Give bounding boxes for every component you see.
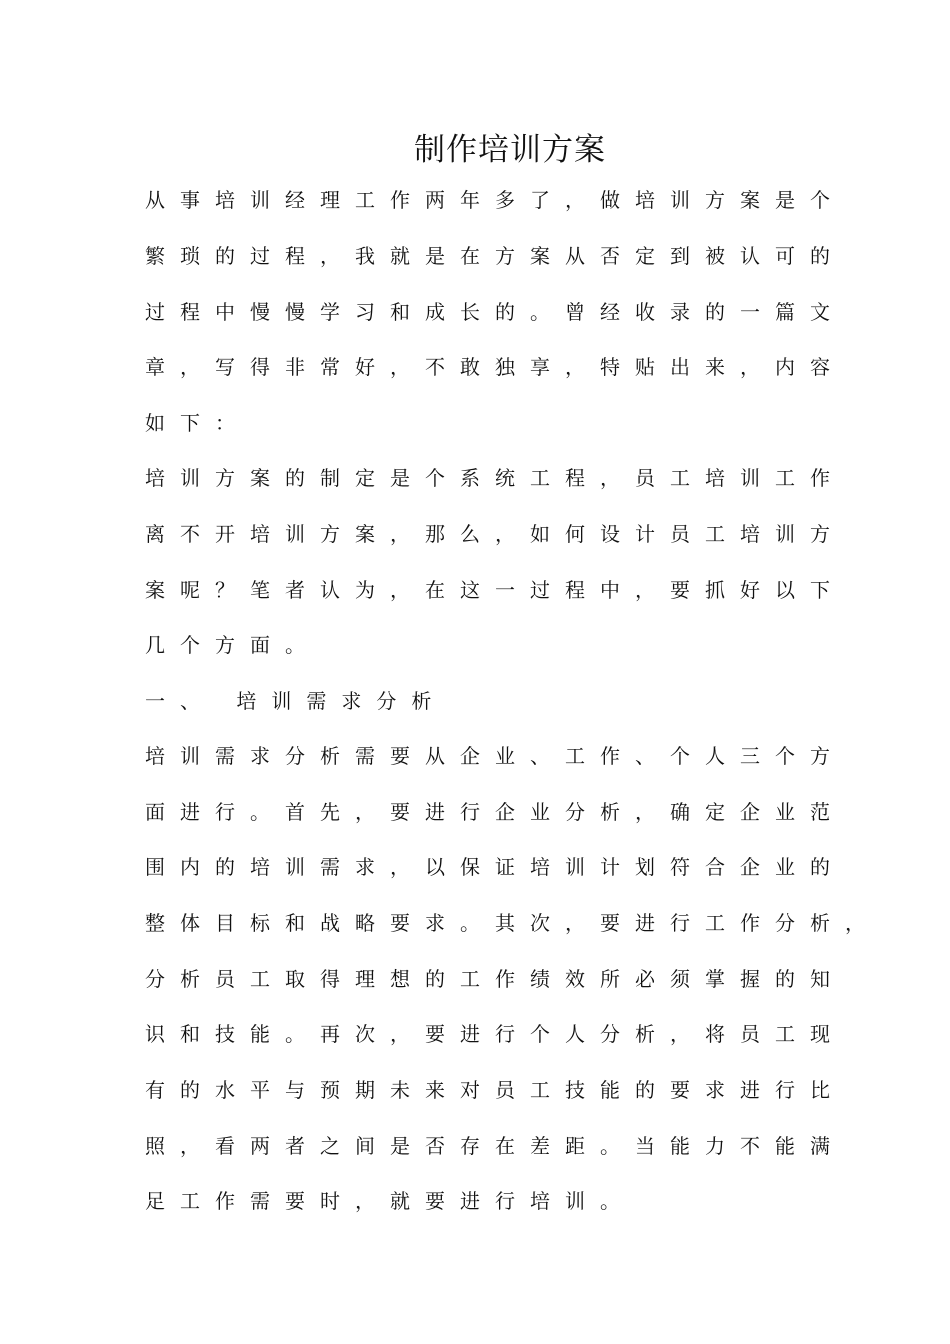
paragraph-line: 繁琐的过程，我就是在方案从否定到被认可的 [145, 244, 845, 268]
paragraph-line: 过程中慢慢学习和成长的。曾经收录的一篇文 [145, 300, 845, 324]
paragraph-line: 照，看两者之间是否存在差距。当能力不能满 [145, 1134, 845, 1158]
paragraph-line: 培训方案的制定是个系统工程，员工培训工作 [145, 466, 845, 490]
paragraph-line: 如下： [145, 411, 250, 435]
paragraph-line: 章，写得非常好，不敢独享，特贴出来，内容 [145, 355, 845, 379]
document-title: 制作培训方案 [414, 132, 606, 168]
paragraph-line: 整体目标和战略要求。其次，要进行工作分析， [145, 911, 880, 935]
paragraph-line: 围内的培训需求，以保证培训计划符合企业的 [145, 855, 845, 879]
paragraph-line: 有的水平与预期未来对员工技能的要求进行比 [145, 1078, 845, 1102]
paragraph-line: 培训需求分析需要从企业、工作、个人三个方 [145, 744, 845, 768]
paragraph-line: 足工作需要时，就要进行培训。 [145, 1189, 635, 1213]
paragraph-line: 离不开培训方案，那么，如何设计员工培训方 [145, 522, 845, 546]
paragraph-line: 分析员工取得理想的工作绩效所必须掌握的知 [145, 967, 845, 991]
paragraph-line: 几个方面。 [145, 633, 320, 657]
paragraph-line: 案呢？笔者认为，在这一过程中，要抓好以下 [145, 578, 845, 602]
paragraph-line: 识和技能。再次，要进行个人分析，将员工现 [145, 1022, 845, 1046]
section-heading: 一、 培训需求分析 [145, 689, 447, 713]
paragraph-line: 面进行。首先，要进行企业分析，确定企业范 [145, 800, 845, 824]
paragraph-line: 从事培训经理工作两年多了，做培训方案是个 [145, 188, 845, 212]
